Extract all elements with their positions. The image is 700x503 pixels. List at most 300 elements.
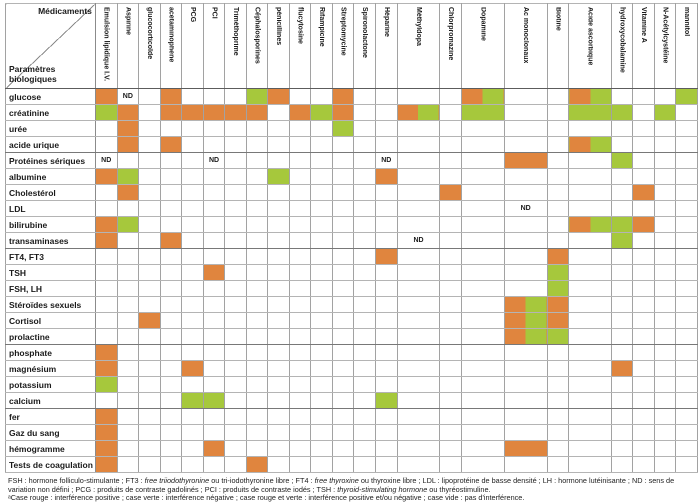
- matrix-cell: [354, 297, 376, 313]
- matrix-cell: [139, 201, 161, 217]
- matrix-cell: [225, 425, 247, 441]
- column-header: [461, 4, 504, 89]
- matrix-cell: [311, 377, 333, 393]
- matrix-cell: [289, 233, 311, 249]
- column-header-label: Ac monoclonaux: [522, 7, 530, 64]
- matrix-cell: [182, 121, 204, 137]
- matrix-cell: [633, 393, 655, 409]
- row-label: urée: [6, 121, 96, 137]
- matrix-cell: [654, 153, 676, 169]
- row-label: transaminases: [6, 233, 96, 249]
- matrix-cell: [569, 249, 612, 265]
- matrix-cell: [397, 153, 440, 169]
- matrix-cell: [246, 313, 268, 329]
- matrix-cell: [676, 393, 698, 409]
- matrix-cell: [332, 441, 354, 457]
- matrix-cell: [95, 137, 117, 153]
- matrix-cell: [332, 457, 354, 473]
- matrix-cell: [633, 121, 655, 137]
- matrix-cell: [95, 297, 117, 313]
- matrix-cell: [654, 329, 676, 345]
- matrix-cell: [547, 457, 569, 473]
- matrix-cell: [268, 361, 290, 377]
- matrix-cell: [332, 153, 354, 169]
- matrix-cell: [569, 441, 612, 457]
- matrix-cell: [440, 361, 462, 377]
- matrix-cell: [654, 249, 676, 265]
- corner-label-medicaments: Médicaments: [38, 6, 92, 16]
- matrix-cell: [160, 409, 182, 425]
- matrix-cell: [440, 185, 462, 201]
- matrix-cell: [225, 105, 247, 121]
- matrix-row: [6, 377, 698, 393]
- matrix-cell: [95, 409, 117, 425]
- column-header-label: mannitol: [683, 7, 691, 37]
- matrix-cell: [375, 393, 397, 409]
- matrix-cell: [95, 313, 117, 329]
- matrix-cell: [375, 169, 397, 185]
- matrix-cell: [676, 169, 698, 185]
- column-header: [440, 4, 462, 89]
- matrix-cell: [139, 105, 161, 121]
- matrix-cell: [440, 153, 462, 169]
- matrix-cell: [268, 169, 290, 185]
- matrix-cell: [246, 89, 268, 105]
- column-header-label: Rifampicine: [318, 7, 326, 47]
- matrix-cell: [225, 441, 247, 457]
- matrix-cell: [95, 233, 117, 249]
- matrix-cell: [289, 153, 311, 169]
- matrix-cell: [569, 121, 612, 137]
- row-label: Protéines sériques: [6, 153, 96, 169]
- matrix-cell: [160, 345, 182, 361]
- matrix-cell: [311, 153, 333, 169]
- row-label: Stéroïdes sexuels: [6, 297, 96, 313]
- matrix-cell: [676, 345, 698, 361]
- matrix-row: [6, 425, 698, 441]
- matrix-cell: [440, 425, 462, 441]
- matrix-cell: [461, 249, 504, 265]
- matrix-cell: [611, 233, 633, 249]
- matrix-cell: [676, 121, 698, 137]
- matrix-cell: [289, 169, 311, 185]
- matrix-cell: [332, 185, 354, 201]
- matrix-row: [6, 265, 698, 281]
- matrix-row: [6, 89, 698, 105]
- matrix-cell: [117, 361, 139, 377]
- matrix-cell: [139, 377, 161, 393]
- matrix-cell: [375, 457, 397, 473]
- matrix-cell: [225, 361, 247, 377]
- matrix-cell: [268, 265, 290, 281]
- matrix-cell: [375, 313, 397, 329]
- matrix-cell: [246, 409, 268, 425]
- matrix-cell: [654, 201, 676, 217]
- matrix-cell: [332, 89, 354, 105]
- matrix-cell: [569, 169, 612, 185]
- matrix-cell: [332, 409, 354, 425]
- matrix-cell: [117, 201, 139, 217]
- matrix-cell: [611, 217, 633, 233]
- matrix-cell: [160, 217, 182, 233]
- matrix-cell: [461, 345, 504, 361]
- matrix-cell: [547, 105, 569, 121]
- matrix-cell: [654, 441, 676, 457]
- matrix-cell: [117, 425, 139, 441]
- matrix-cell: [676, 233, 698, 249]
- column-header-label: Méthyldopa: [415, 7, 422, 46]
- matrix-cell: [547, 393, 569, 409]
- matrix-cell: [95, 169, 117, 185]
- matrix-cell: [547, 169, 569, 185]
- matrix-cell: [676, 137, 698, 153]
- matrix-cell: [569, 265, 612, 281]
- matrix-cell: [311, 265, 333, 281]
- matrix-cell: [354, 137, 376, 153]
- matrix-cell: [95, 425, 117, 441]
- matrix-cell: [311, 457, 333, 473]
- matrix-cell: [375, 121, 397, 137]
- matrix-cell: [676, 153, 698, 169]
- matrix-cell: [547, 441, 569, 457]
- matrix-cell: [225, 329, 247, 345]
- matrix-cell: [633, 105, 655, 121]
- matrix-cell: [547, 425, 569, 441]
- matrix-row: [6, 457, 698, 473]
- matrix-cell: [547, 329, 569, 345]
- matrix-cell: [246, 393, 268, 409]
- matrix-cell: [611, 89, 633, 105]
- column-header: [354, 4, 376, 89]
- matrix-row: [6, 153, 698, 169]
- matrix-cell: [611, 441, 633, 457]
- matrix-cell: [504, 185, 547, 201]
- matrix-cell: [117, 457, 139, 473]
- matrix-cell: [311, 441, 333, 457]
- matrix-cell: [160, 297, 182, 313]
- matrix-row: [6, 121, 698, 137]
- matrix-cell: [633, 137, 655, 153]
- matrix-cell: [375, 425, 397, 441]
- matrix-cell: [611, 201, 633, 217]
- matrix-cell: [397, 217, 440, 233]
- matrix-row: [6, 169, 698, 185]
- matrix-cell: [504, 89, 547, 105]
- matrix-row: [6, 441, 698, 457]
- matrix-cell: [547, 217, 569, 233]
- matrix-cell: [547, 409, 569, 425]
- matrix-cell: [289, 249, 311, 265]
- matrix-cell: [547, 377, 569, 393]
- matrix-cell: [654, 393, 676, 409]
- matrix-cell: [654, 281, 676, 297]
- footnote-segment: variation non défini ; PCG : produits de contraste gadolinés ; PCI : produits de contraste iodés ; TSH :: [8, 484, 338, 494]
- column-header-label: Spironolactone: [361, 7, 369, 58]
- matrix-cell: [117, 297, 139, 313]
- matrix-cell: [246, 217, 268, 233]
- matrix-cell: [611, 313, 633, 329]
- matrix-cell: [633, 185, 655, 201]
- row-label: Cholestérol: [6, 185, 96, 201]
- matrix-cell: [397, 441, 440, 457]
- matrix-cell: [311, 345, 333, 361]
- matrix-cell: [160, 249, 182, 265]
- matrix-cell: [160, 377, 182, 393]
- matrix-cell: [246, 153, 268, 169]
- matrix-cell: [182, 153, 204, 169]
- matrix-cell: [246, 169, 268, 185]
- matrix-cell: [397, 137, 440, 153]
- matrix-cell: [461, 281, 504, 297]
- column-header-label: Vitamine A: [640, 7, 648, 43]
- column-header: [289, 4, 311, 89]
- matrix-cell: [354, 329, 376, 345]
- matrix-cell: [225, 297, 247, 313]
- matrix-cell: [268, 217, 290, 233]
- matrix-cell: [182, 169, 204, 185]
- matrix-cell: [160, 441, 182, 457]
- matrix-cell: [225, 89, 247, 105]
- matrix-cell: [504, 457, 547, 473]
- matrix-row: [6, 201, 698, 217]
- matrix-cell: [569, 457, 612, 473]
- matrix-cell: [354, 249, 376, 265]
- matrix-cell: [246, 345, 268, 361]
- matrix-cell: [182, 345, 204, 361]
- matrix-cell: [654, 89, 676, 105]
- matrix-cell: [375, 137, 397, 153]
- column-header: [95, 4, 117, 89]
- matrix-cell: [354, 217, 376, 233]
- matrix-row: [6, 409, 698, 425]
- matrix-cell: [461, 217, 504, 233]
- matrix-cell: [139, 89, 161, 105]
- matrix-cell: [117, 345, 139, 361]
- matrix-cell: [268, 153, 290, 169]
- matrix-cell: [225, 137, 247, 153]
- matrix-cell: [461, 105, 504, 121]
- matrix-cell: [160, 457, 182, 473]
- matrix-cell: [676, 441, 698, 457]
- matrix-cell: [504, 361, 547, 377]
- column-header: [139, 4, 161, 89]
- matrix-cell: [375, 361, 397, 377]
- matrix-cell: [203, 185, 225, 201]
- matrix-cell: [203, 345, 225, 361]
- matrix-cell: [95, 361, 117, 377]
- column-header-label: N-Acétylcystéine: [661, 7, 669, 64]
- matrix-cell: [375, 89, 397, 105]
- matrix-cell: [633, 345, 655, 361]
- matrix-cell: [633, 89, 655, 105]
- footnote-segment: thyroid-stimulating hormone: [337, 484, 428, 494]
- matrix-cell: [117, 313, 139, 329]
- matrix-cell: [654, 377, 676, 393]
- matrix-cell: [397, 393, 440, 409]
- matrix-cell: [160, 169, 182, 185]
- matrix-cell: [203, 217, 225, 233]
- matrix-cell: [225, 201, 247, 217]
- header-row: [6, 4, 698, 89]
- matrix-cell: [397, 457, 440, 473]
- matrix-cell: [440, 169, 462, 185]
- matrix-cell: [332, 105, 354, 121]
- matrix-cell: [332, 425, 354, 441]
- matrix-cell: [182, 297, 204, 313]
- matrix-cell: [160, 137, 182, 153]
- matrix-cell: [633, 169, 655, 185]
- matrix-cell: [225, 233, 247, 249]
- matrix-cell: [289, 377, 311, 393]
- matrix-cell: [289, 393, 311, 409]
- matrix-cell: [569, 233, 612, 249]
- matrix-row: [6, 137, 698, 153]
- matrix-cell: [268, 441, 290, 457]
- row-label: Cortisol: [6, 313, 96, 329]
- matrix-cell: [182, 201, 204, 217]
- matrix-cell: [547, 153, 569, 169]
- matrix-cell: [611, 457, 633, 473]
- matrix-cell: [611, 297, 633, 313]
- matrix-cell: [547, 89, 569, 105]
- matrix-cell: [354, 265, 376, 281]
- matrix-cell: [569, 217, 612, 233]
- matrix-cell: [547, 345, 569, 361]
- matrix-cell: [354, 409, 376, 425]
- matrix-cell: [139, 297, 161, 313]
- matrix-cell: [95, 345, 117, 361]
- matrix-cell: [633, 201, 655, 217]
- matrix-cell: [289, 361, 311, 377]
- matrix-cell: [547, 233, 569, 249]
- matrix-cell: [569, 105, 612, 121]
- matrix-cell: [504, 297, 547, 313]
- matrix-cell: [354, 377, 376, 393]
- matrix-row: [6, 313, 698, 329]
- matrix-cell: [289, 441, 311, 457]
- matrix-cell: [569, 329, 612, 345]
- matrix-cell: [160, 89, 182, 105]
- matrix-cell: [504, 153, 547, 169]
- matrix-cell: [289, 457, 311, 473]
- matrix-row: [6, 249, 698, 265]
- matrix-cell: [225, 169, 247, 185]
- drug-interference-matrix: [5, 3, 698, 473]
- matrix-cell: [440, 89, 462, 105]
- matrix-cell: [633, 361, 655, 377]
- matrix-cell: [633, 441, 655, 457]
- matrix-cell: [289, 105, 311, 121]
- matrix-cell: [397, 313, 440, 329]
- matrix-cell: [504, 137, 547, 153]
- matrix-cell: [440, 313, 462, 329]
- column-header-label: hydroxycobalamine: [618, 7, 626, 73]
- matrix-cell: [95, 393, 117, 409]
- row-label: glucose: [6, 89, 96, 105]
- matrix-cell: [268, 425, 290, 441]
- matrix-cell: [311, 185, 333, 201]
- matrix-cell: [139, 233, 161, 249]
- matrix-cell: [139, 169, 161, 185]
- matrix-cell: [397, 329, 440, 345]
- matrix-cell: [332, 297, 354, 313]
- matrix-cell: [676, 313, 698, 329]
- matrix-cell: [440, 297, 462, 313]
- matrix-cell: [397, 361, 440, 377]
- matrix-cell: [139, 265, 161, 281]
- matrix-cell: [676, 105, 698, 121]
- matrix-cell: [203, 169, 225, 185]
- matrix-cell: [375, 409, 397, 425]
- matrix-cell: [633, 233, 655, 249]
- column-header-label: pénicillines: [275, 7, 283, 46]
- matrix-cell: [440, 377, 462, 393]
- matrix-cell: [397, 377, 440, 393]
- matrix-cell: [160, 313, 182, 329]
- matrix-cell: [311, 169, 333, 185]
- column-header-label: Chlorpromazine: [447, 7, 455, 61]
- matrix-cell: [633, 249, 655, 265]
- matrix-cell: [203, 249, 225, 265]
- matrix-cell: [654, 233, 676, 249]
- matrix-cell: [633, 297, 655, 313]
- matrix-cell: [461, 361, 504, 377]
- column-header: [611, 4, 633, 89]
- footnote-segment: ou thyréostimuline.: [427, 484, 491, 494]
- matrix-row: [6, 105, 698, 121]
- matrix-cell: [139, 329, 161, 345]
- matrix-cell: [440, 265, 462, 281]
- matrix-cell: [397, 297, 440, 313]
- row-label: phosphate: [6, 345, 96, 361]
- matrix-cell: [268, 89, 290, 105]
- matrix-cell: [461, 121, 504, 137]
- matrix-cell: [611, 393, 633, 409]
- matrix-cell: [332, 169, 354, 185]
- matrix-cell: [332, 345, 354, 361]
- matrix-cell: [611, 377, 633, 393]
- matrix-cell: [332, 361, 354, 377]
- matrix-cell: [547, 297, 569, 313]
- matrix-cell: [139, 185, 161, 201]
- matrix-cell: [676, 425, 698, 441]
- matrix-cell: [332, 217, 354, 233]
- matrix-cell: [289, 185, 311, 201]
- matrix-cell: [289, 345, 311, 361]
- column-header-label: Céphalosporines: [253, 7, 261, 64]
- matrix-cell: [547, 121, 569, 137]
- matrix-cell: [569, 185, 612, 201]
- matrix-cell: [139, 137, 161, 153]
- matrix-cell: [676, 377, 698, 393]
- matrix-cell: [95, 201, 117, 217]
- matrix-cell: [182, 265, 204, 281]
- column-header: [569, 4, 612, 89]
- column-header-label: flucytosine: [296, 7, 304, 44]
- matrix-cell: [139, 441, 161, 457]
- matrix-cell: [203, 89, 225, 105]
- matrix-cell: [95, 377, 117, 393]
- matrix-cell: [311, 425, 333, 441]
- matrix-cell: [654, 169, 676, 185]
- matrix-row: [6, 217, 698, 233]
- matrix-cell: [633, 425, 655, 441]
- matrix-cell: [225, 409, 247, 425]
- matrix-cell: [375, 297, 397, 313]
- column-header-label: Dopamine: [479, 7, 487, 41]
- matrix-cell: [375, 233, 397, 249]
- row-label: calcium: [6, 393, 96, 409]
